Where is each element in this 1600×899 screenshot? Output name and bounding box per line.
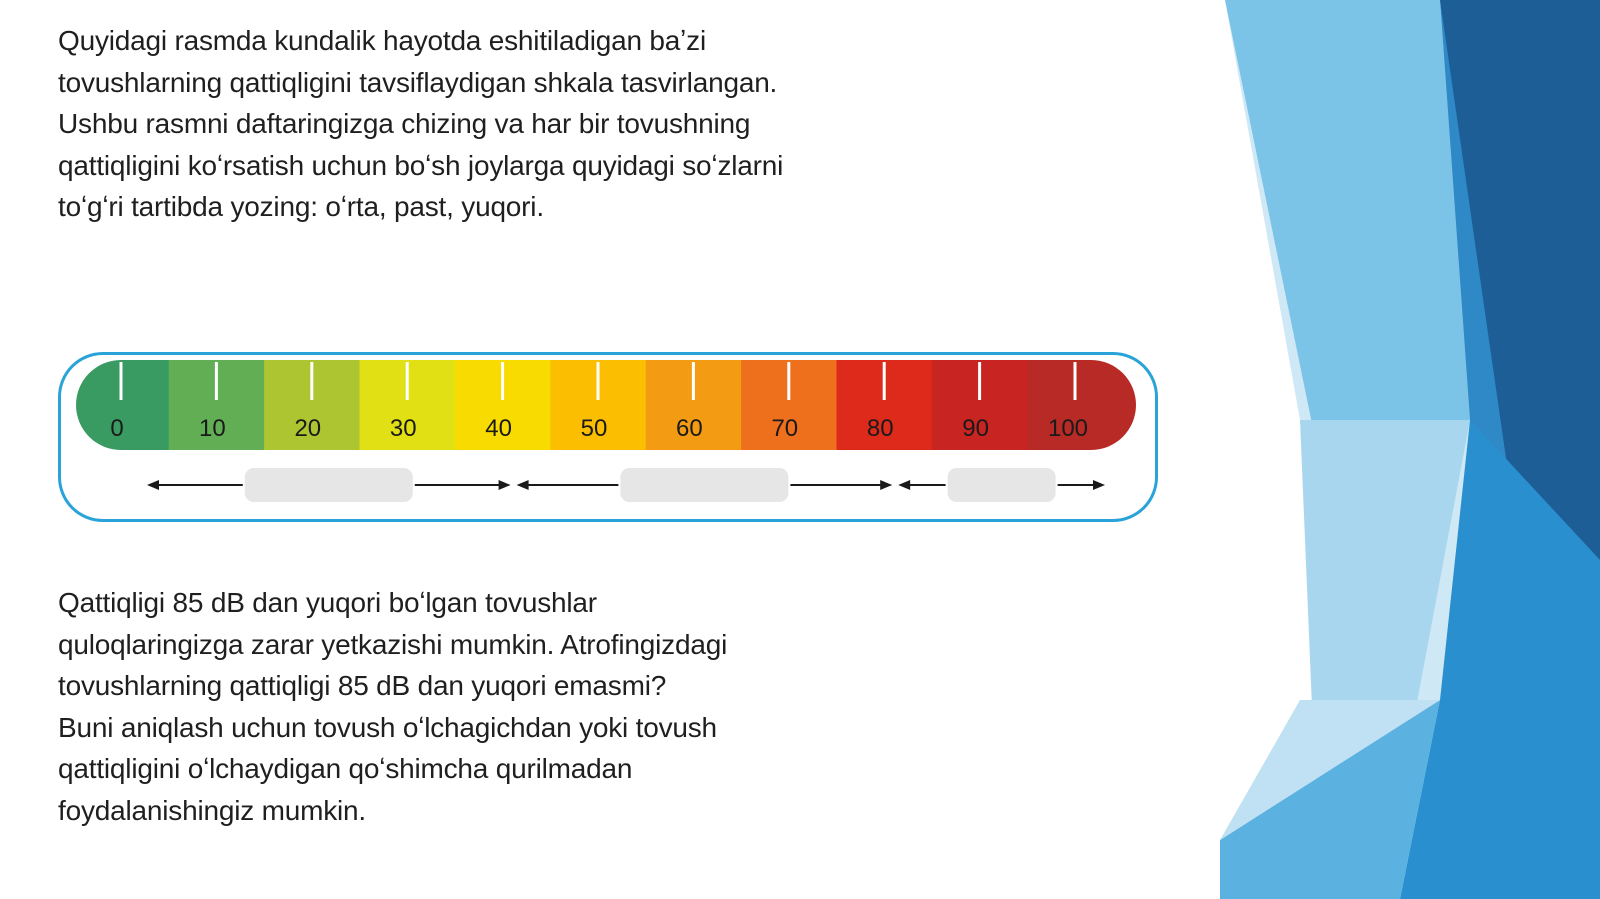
intro-line: Quyidagi rasmda kundalik hayotda eshitiladigan baʼzi: [58, 25, 706, 56]
intro-line: qattiqligini koʻrsatish uchun boʻsh joylarga quyidagi soʻzlarni: [58, 149, 784, 181]
scale-tick-label: 10: [199, 415, 226, 442]
range-arrow-head-left: [147, 480, 159, 490]
scale-tick-label: 90: [962, 415, 989, 442]
note-paragraph: [58, 582, 727, 831]
loudness-scale: [61, 355, 1155, 519]
scale-tick-label: 30: [389, 415, 417, 442]
scale-tick-label: 0: [110, 415, 124, 442]
scale-tick-label: 60: [676, 415, 703, 442]
range-arrow-head-right: [499, 480, 511, 490]
range-arrow-head-right: [1093, 480, 1105, 490]
range-blank-box: [620, 468, 788, 502]
range-blank-box: [948, 468, 1056, 502]
intro-line: tovushlarning qattiqligini tavsiflaydigan shkala tasvirlangan.: [58, 66, 778, 98]
intro-paragraph: [58, 20, 783, 228]
scale-tick-label: 40: [485, 415, 512, 442]
note-line: tovushlarning qattiqligi 85 dB dan yuqori emasmi?: [58, 670, 667, 701]
scale-tick-label: 20: [294, 415, 322, 442]
note-line: Buni aniqlash uchun tovush oʻlchagichdan yoki tovush: [58, 711, 717, 743]
range-blank-box: [245, 468, 413, 502]
loudness-scale-frame: [58, 352, 1158, 522]
note-line: foydalanishingiz mumkin.: [58, 794, 367, 826]
intro-line: toʻgʻri tartibda yozing: oʻrta, past, yuqori.: [58, 191, 544, 222]
range-arrow-head-right: [880, 480, 892, 490]
scale-tick-label: 50: [580, 415, 608, 442]
scale-tick-label: 100: [1047, 415, 1089, 442]
note-line: qattiqligini oʻlchaydigan qoʻshimcha qurilmadan: [58, 753, 633, 784]
range-arrow-head-left: [898, 480, 910, 490]
note-line: Qattiqligi 85 dB dan yuqori boʻlgan tovushlar: [58, 587, 597, 618]
note-line: quloqlaringizga zarar yetkazishi mumkin. Atrofingizdagi: [58, 628, 728, 660]
scale-tick-label: 80: [866, 415, 894, 442]
scale-tick-label: 70: [771, 415, 799, 442]
intro-line: Ushbu rasmni daftaringizga chizing va har bir tovushning: [58, 108, 751, 139]
range-arrow-head-left: [517, 480, 529, 490]
